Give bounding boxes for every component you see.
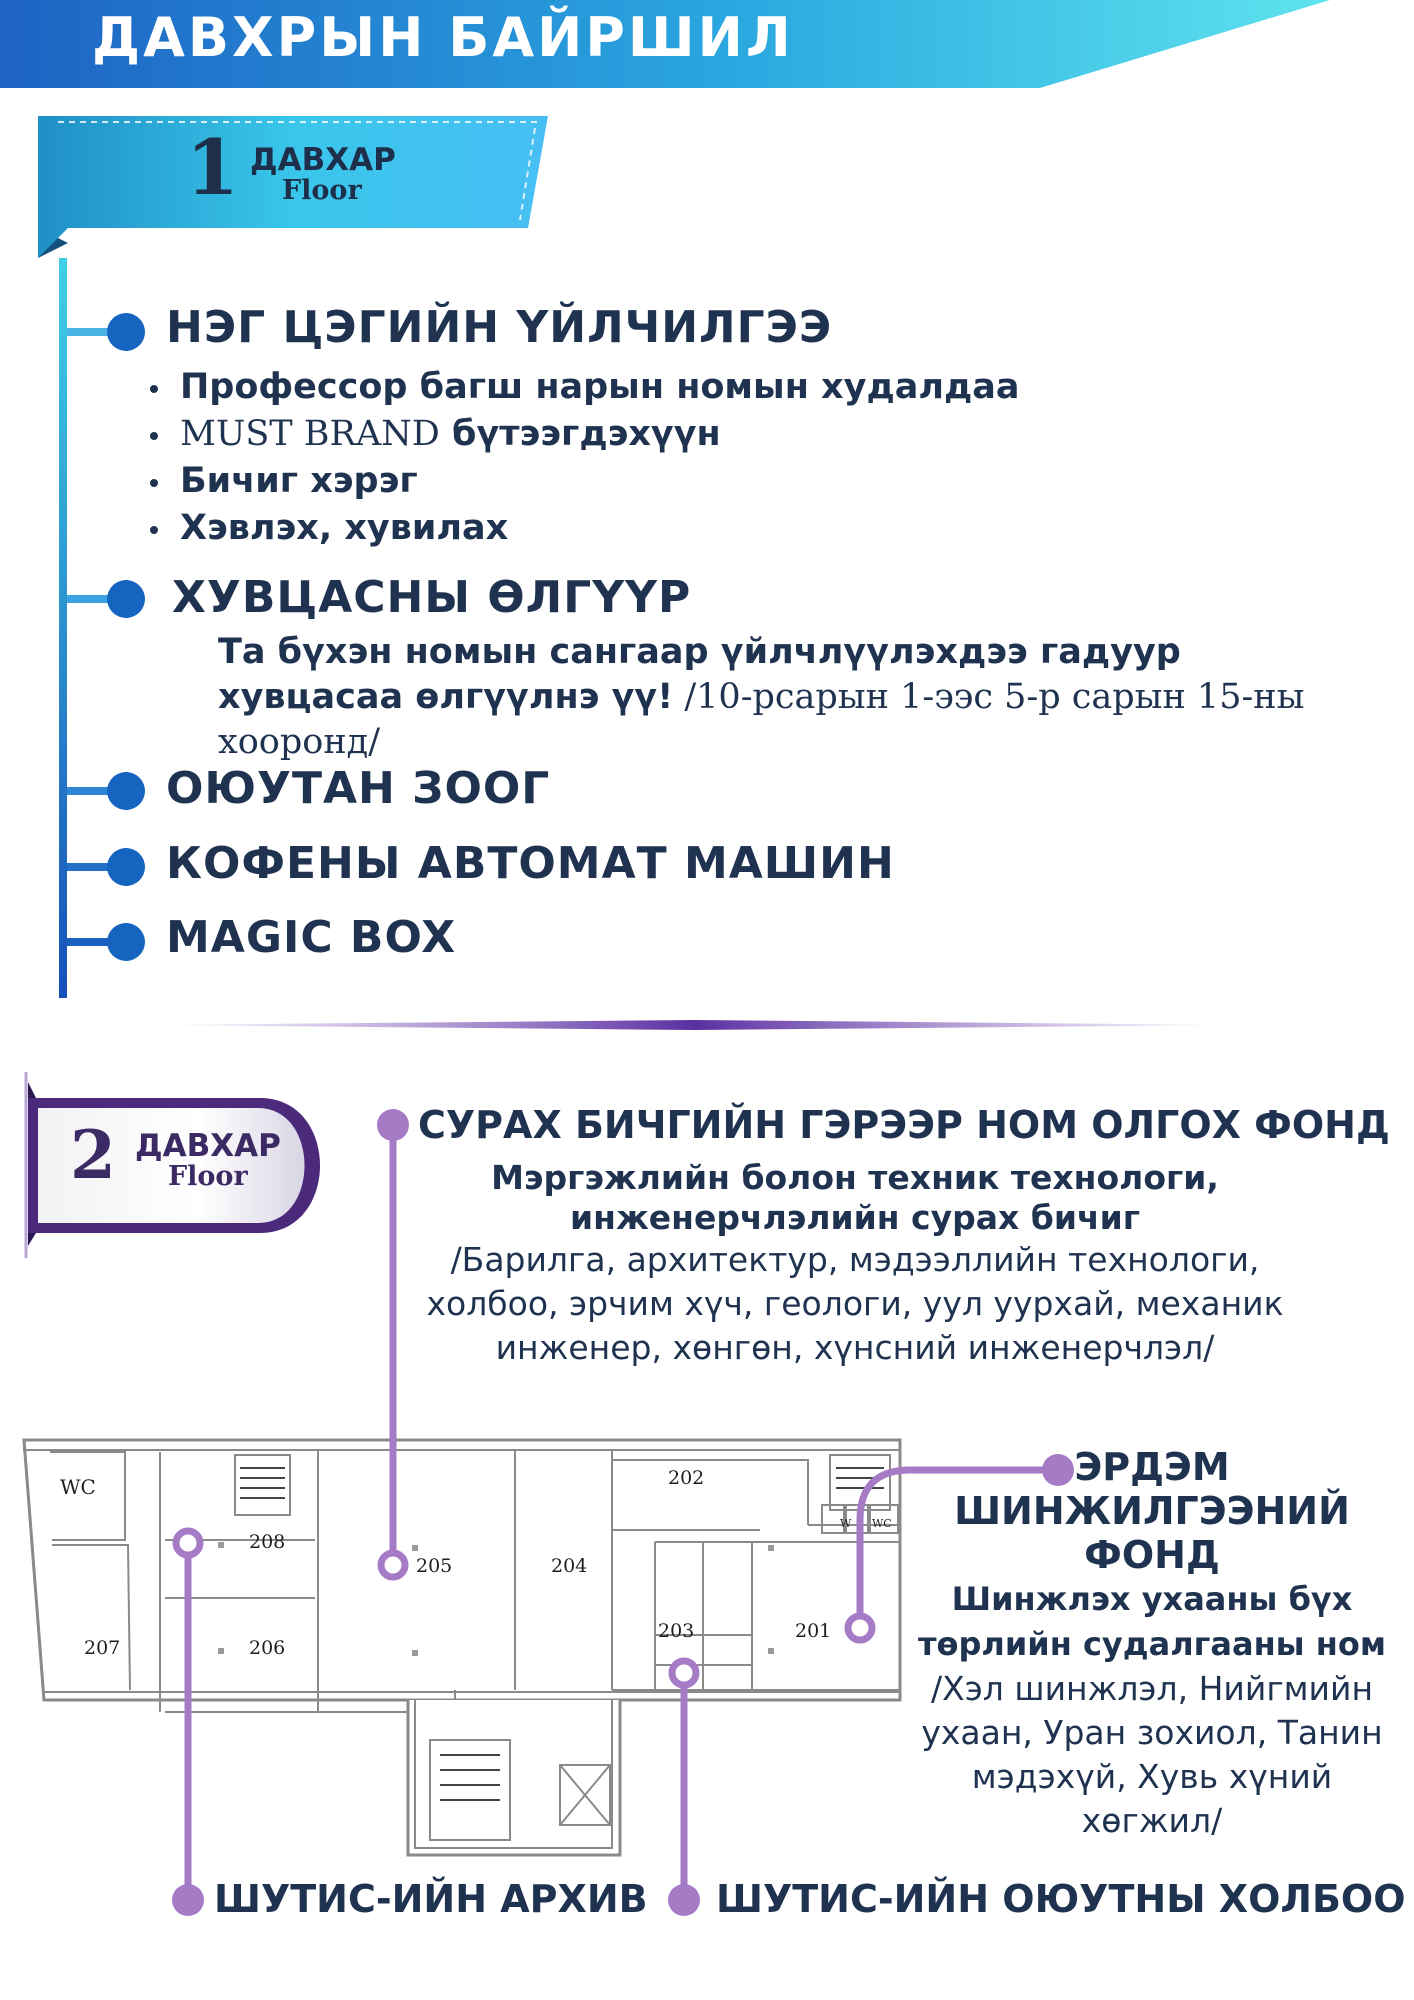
list-item: [180, 505, 1019, 552]
floor2-number: 2: [70, 1116, 116, 1194]
wardrobe-date-range: /10-рсарын 1-ээс 5-р сарын 15-ны хооронд/: [218, 677, 1305, 762]
room-208-label: 208: [249, 1531, 286, 1553]
textbook-fund-title: СУРАХ БИЧГИЙН ГЭРЭЭР НОМ ОЛГОХ ФОНД: [418, 1103, 1390, 1147]
list-item: [180, 364, 1019, 411]
research-fund-desc-line4: хөгжил/: [1081, 1801, 1223, 1840]
room-205-label: 205: [416, 1555, 453, 1577]
section-magic-box: MAGIC BOX: [166, 912, 457, 963]
section-wardrobe: ХУВЦАСНЫ ӨЛГҮҮР: [172, 572, 692, 623]
room-204-label: 204: [551, 1555, 588, 1577]
list-item-label: Профессор багш нарын номын худалдаа: [180, 367, 1020, 407]
research-fund-sub-line2: төрлийн судалгааны ном: [917, 1625, 1386, 1663]
list-item-label: Бичиг хэрэг: [180, 461, 418, 501]
wardrobe-notice: [218, 630, 1368, 765]
research-fund-desc-line2: ухаан, Уран зохиол, Танин: [921, 1713, 1383, 1752]
archive-label: ШУТИС-ИЙН АРХИВ: [214, 1877, 648, 1921]
list-item-label: Хэвлэх, хувилах: [180, 508, 509, 548]
wardrobe-bold-text: Та бүхэн номын сангаар үйлчлүүлэхдээ гадуур хувцасаа өлгүүлнэ үү!: [218, 632, 1181, 717]
page-title: ДАВХРЫН БАЙРШИЛ: [92, 6, 794, 69]
section-student-cafe: ОЮУТАН ЗООГ: [166, 763, 551, 814]
floor1-sublabel: Floor: [282, 175, 362, 206]
research-fund-desc-line1: /Хэл шинжлэл, Нийгмийн: [930, 1669, 1374, 1708]
room-207-label: 207: [84, 1637, 121, 1659]
student-union-label: ШУТИС-ИЙН ОЮУТНЫ ХОЛБОО: [716, 1877, 1406, 1921]
room-203-label: 203: [658, 1620, 695, 1642]
textbook-fund-desc-line2: холбоо, эрчим хүч, геологи, уул уурхай, механик: [426, 1284, 1284, 1323]
section-coffee-machine: КОФЕНЫ АВТОМАТ МАШИН: [166, 838, 895, 889]
textbook-fund-sub-line1: Мэргэжлийн болон техник технологи,: [491, 1158, 1219, 1197]
textbook-fund-description: [405, 1158, 1305, 1370]
textbook-fund-sub-line2: инженерчлэлийн сурах бичиг: [570, 1198, 1140, 1237]
list-item-label: бүтээгдэхүүн: [452, 414, 721, 454]
room-201-label: 201: [795, 1620, 832, 1642]
research-fund-sub-line1: Шинжлэх ухааны бүх: [951, 1580, 1353, 1618]
floor2-sublabel: Floor: [168, 1161, 248, 1192]
room-206-label: 206: [249, 1637, 286, 1659]
research-fund-desc-line3: мэдэхүй, Хувь хүний: [971, 1757, 1333, 1796]
list-item: [180, 458, 1019, 505]
list-item: [180, 411, 1019, 458]
research-fund-block: [902, 1445, 1402, 1843]
textbook-fund-desc-line3: инженер, хөнгөн, хүнсний инженерчлэл/: [495, 1328, 1215, 1367]
research-fund-title-line1: ЭРДЭМ: [1074, 1445, 1230, 1489]
section-one-stop-service: НЭГ ЦЭГИЙН ҮЙЛЧИЛГЭЭ: [166, 302, 833, 353]
brand-name: MUST BRAND: [180, 414, 440, 454]
wc-left-label: WC: [60, 1475, 96, 1499]
wc-right-a-label: W: [840, 1517, 852, 1530]
floor1-number: 1: [186, 123, 239, 212]
research-fund-title-line2: ШИНЖИЛГЭЭНИЙ: [954, 1489, 1350, 1533]
service-list: [180, 364, 1019, 552]
section-divider: [150, 1018, 1240, 1032]
floor1-label: ДАВХАР: [250, 142, 396, 178]
research-fund-title-line3: ФОНД: [1084, 1533, 1220, 1577]
floor2-label: ДАВХАР: [135, 1128, 281, 1164]
wc-right-b-label: WC: [872, 1517, 892, 1530]
room-202-label: 202: [668, 1467, 705, 1489]
textbook-fund-desc-line1: /Барилга, архитектур, мэдээллийн технологи,: [450, 1240, 1260, 1279]
